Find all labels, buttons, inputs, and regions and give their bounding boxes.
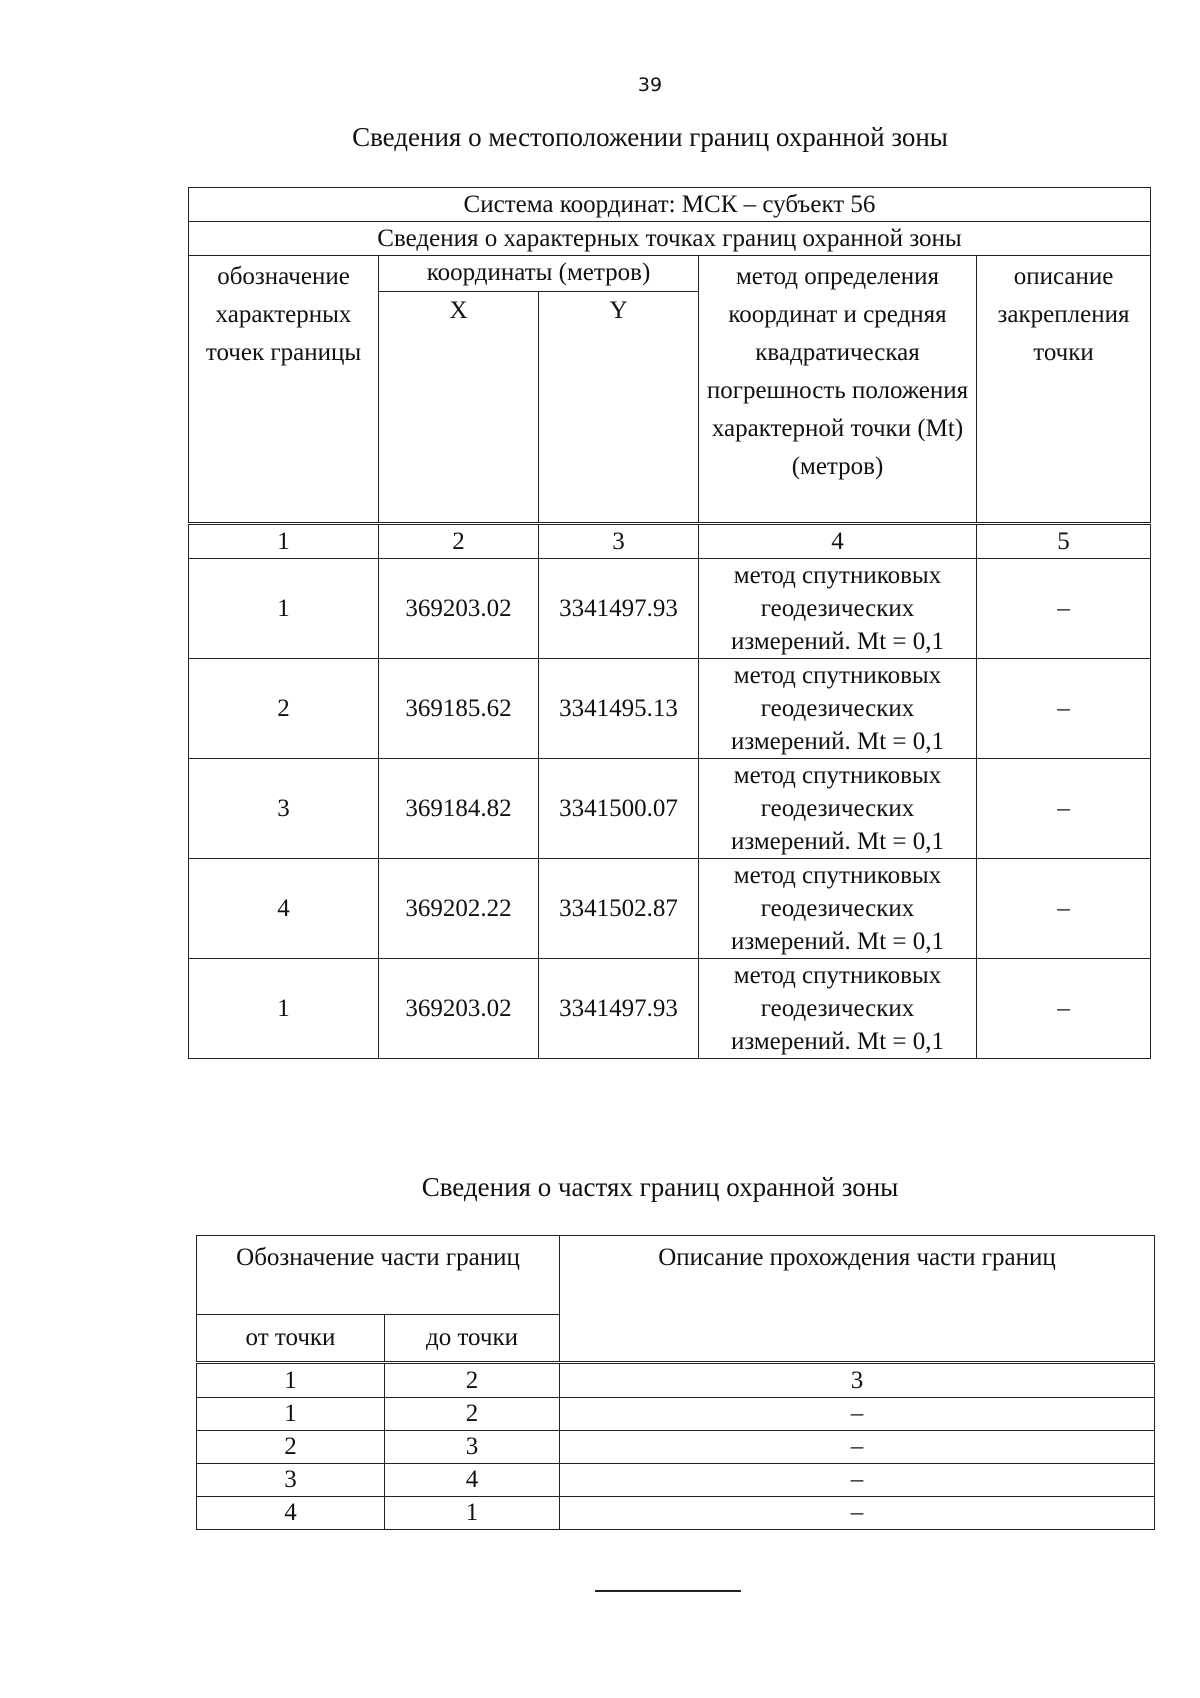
y-cell: 3341500.07 [539,759,699,859]
col-number: 1 [197,1363,385,1398]
table-row [197,1497,1155,1530]
method-cell: метод спутниковых геодезических измерений. Mt = 0,1 [699,959,977,1059]
desc-cell: – [977,759,1151,859]
point-cell: 1 [189,959,379,1059]
y-cell: 3341497.93 [539,959,699,1059]
desc-cell: – [977,959,1151,1059]
method-cell: метод спутниковых геодезических измерений. Mt = 0,1 [699,859,977,959]
table-row [189,959,1151,1059]
coord-system-label: Система координат: МСК – субъект 56 [189,188,1151,222]
method-cell: метод спутниковых геодезических измерений. Mt = 0,1 [699,759,977,859]
point-cell: 3 [189,759,379,859]
from-cell: 4 [197,1497,385,1530]
col-number: 3 [539,524,699,559]
boundary-parts-table [196,1235,1155,1530]
col-header-part-description: Описание прохождения части границ [560,1236,1155,1363]
x-cell: 369184.82 [379,759,539,859]
col-header-designation: обозначение характерных точек границы [189,256,379,524]
point-cell: 4 [189,859,379,959]
col-number: 1 [189,524,379,559]
x-cell: 369185.62 [379,659,539,759]
col-header-to: до точки [385,1315,560,1363]
from-cell: 1 [197,1398,385,1431]
table-row [189,759,1151,859]
table-row [197,1398,1155,1431]
col-header-description: описание закрепления точки [977,256,1151,524]
from-cell: 2 [197,1431,385,1464]
col-number: 4 [699,524,977,559]
to-cell: 3 [385,1431,560,1464]
point-cell: 1 [189,559,379,659]
x-cell: 369203.02 [379,559,539,659]
col-header-y: Y [539,292,699,524]
desc-cell: – [977,659,1151,759]
section-title-boundaries: Сведения о местоположении границ охранной зоны [352,122,948,152]
from-cell: 3 [197,1464,385,1497]
col-number: 2 [379,524,539,559]
points-header-label: Сведения о характерных точках границ охранной зоны [189,222,1151,256]
desc-cell: – [560,1398,1155,1431]
col-number: 3 [560,1363,1155,1398]
desc-cell: – [560,1431,1155,1464]
method-cell: метод спутниковых геодезических измерений. Mt = 0,1 [699,559,977,659]
col-number: 2 [385,1363,560,1398]
desc-cell: – [560,1497,1155,1530]
col-number: 5 [977,524,1151,559]
point-cell: 2 [189,659,379,759]
x-cell: 369203.02 [379,959,539,1059]
col-header-x: X [379,292,539,524]
table-row [197,1464,1155,1497]
col-header-method: метод определения координат и средняя квадратическая погрешность положения характерной точки (Mt) (метров) [699,256,977,524]
method-cell: метод спутниковых геодезических измерений. Mt = 0,1 [699,659,977,759]
col-header-from: от точки [197,1315,385,1363]
boundary-points-table [188,187,1151,1059]
x-cell: 369202.22 [379,859,539,959]
end-divider [595,1590,741,1592]
y-cell: 3341495.13 [539,659,699,759]
table-row [197,1431,1155,1464]
y-cell: 3341502.87 [539,859,699,959]
col-header-part-designation: Обозначение части границ [197,1236,560,1315]
desc-cell: – [977,859,1151,959]
to-cell: 1 [385,1497,560,1530]
page-number: 39 [637,74,663,96]
desc-cell: – [977,559,1151,659]
table-row [189,559,1151,659]
desc-cell: – [560,1464,1155,1497]
col-header-coords: координаты (метров) [379,256,699,292]
table-row [189,659,1151,759]
table-row [189,859,1151,959]
y-cell: 3341497.93 [539,559,699,659]
section-title-parts: Сведения о частях границ охранной зоны [421,1172,899,1202]
to-cell: 2 [385,1398,560,1431]
to-cell: 4 [385,1464,560,1497]
